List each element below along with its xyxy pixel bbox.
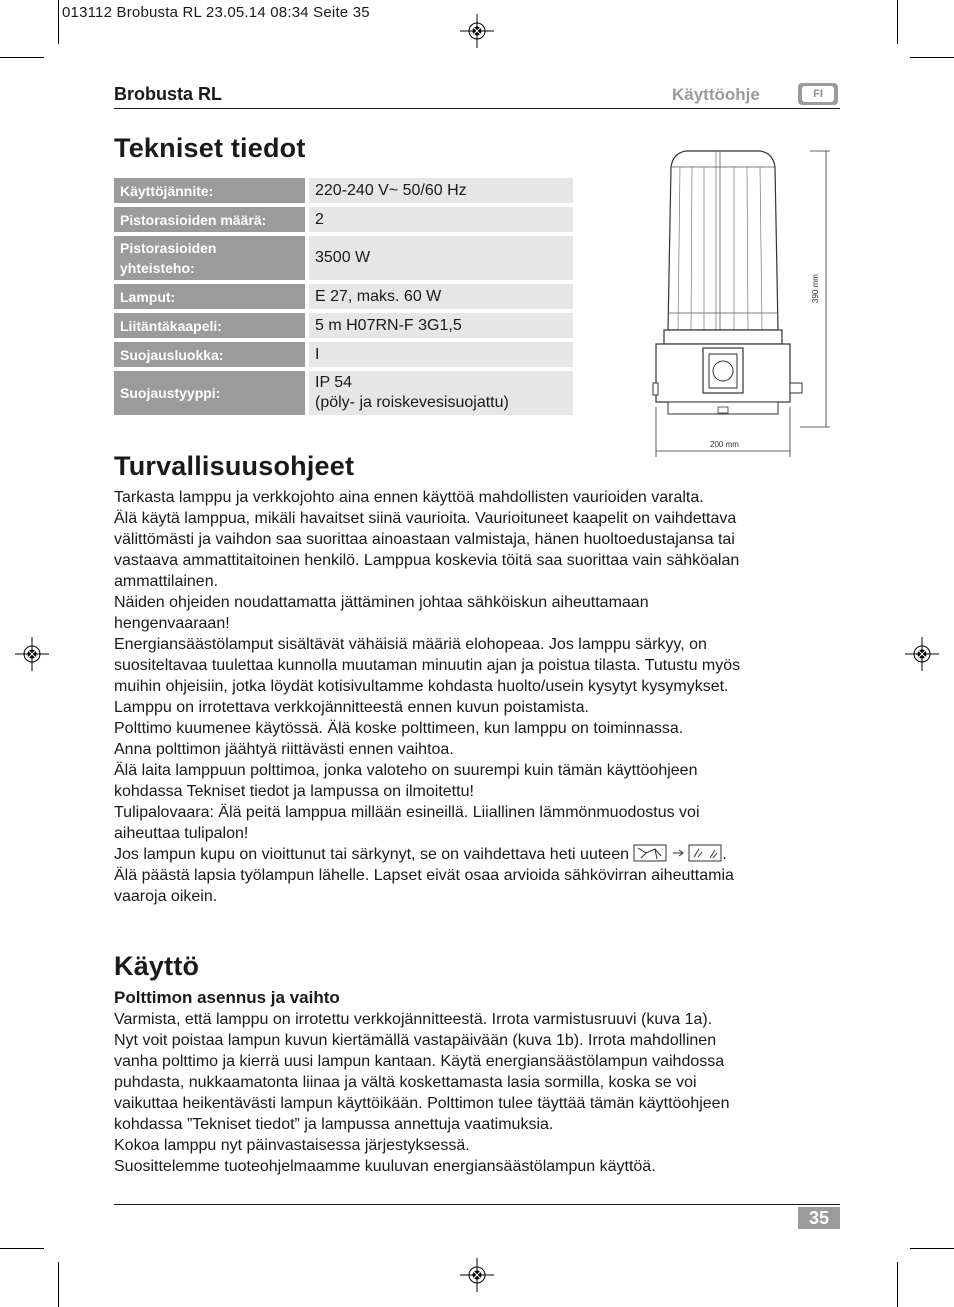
text-line: Lamppu on irrotettava verkkojännitteestä ennen kuvun poistamista. — [114, 699, 589, 716]
text-line: suositeltavaa tuulettaa kunnolla muutaman minuutin ajan ja poistua tilasta. Tutustu myös — [114, 657, 741, 674]
glass-warning-text: Jos lampun kupu on vioittunut tai särkynyt, se on vaihdettava heti uuteen — [114, 846, 629, 863]
crop-mark — [58, 1262, 59, 1307]
page-number: 35 — [798, 1207, 840, 1229]
spec-row — [114, 342, 573, 367]
crop-mark — [910, 1248, 954, 1249]
spec-value: E 27, maks. 60 W — [309, 284, 573, 309]
usage-text — [114, 1009, 844, 1177]
spec-label: Suojausluokka: — [114, 342, 305, 367]
manual-label: Käyttöohje — [672, 85, 760, 104]
header-rule — [114, 108, 840, 109]
spec-label: Käyttöjännite: — [114, 178, 305, 203]
crop-mark — [58, 0, 59, 44]
text-line: Tulipalovaara: Älä peitä lamppua millään esineillä. Liiallinen lämmönmuodostus voi — [114, 804, 700, 821]
spec-row — [114, 178, 573, 203]
crop-mark — [897, 1262, 898, 1307]
width-dimension-label: 200 mm — [710, 440, 739, 449]
crop-mark — [0, 57, 44, 58]
crop-mark — [0, 1248, 44, 1249]
text-line: Tarkasta lamppu ja verkkojohto aina ennen käyttöä mahdollisten vaurioiden varalta. — [114, 489, 704, 506]
text-line: Älä laita lamppuun polttimoa, jonka valoteho on suurempi kuin tämän käyttöohjeen — [114, 762, 698, 779]
text-line: Suosittelemme tuoteohjelmaamme kuuluvan energiansäästölampun käyttöä. — [114, 1158, 656, 1175]
spec-row — [114, 313, 573, 338]
crop-mark — [897, 0, 898, 44]
spec-row — [114, 236, 573, 280]
spec-label: Lamput: — [114, 284, 305, 309]
registration-mark-icon — [905, 637, 939, 671]
text-line: kohdassa ”Tekniset tiedot” ja lampussa annettuja vaatimuksia. — [114, 1116, 554, 1133]
safety-text — [114, 487, 844, 907]
spec-row — [114, 207, 573, 232]
text-line: Varmista, että lamppu on irrotettu verkkojännitteestä. Irrota varmistusruuvi (kuva 1a). — [114, 1011, 713, 1028]
spec-label: Pistorasioiden määrä: — [114, 207, 305, 232]
safety-title: Turvallisuusohjeet — [114, 451, 355, 481]
usage-title: Käyttö — [114, 951, 200, 981]
text-line: puhdasta, nukkaamatonta liinaa ja vältä koskettamasta lasia sormilla, koska se voi — [114, 1074, 697, 1091]
spec-label: Pistorasioiden yhteisteho: — [114, 236, 305, 280]
spec-label: Liitäntäkaapeli: — [114, 313, 305, 338]
text-line: vaikuttaa heikentävästi lampun käyttöikään. Polttimon tulee täyttää tämän käyttöohjeen — [114, 1095, 730, 1112]
height-dimension-label: 390 mm — [811, 274, 820, 303]
language-code: FI — [802, 86, 834, 102]
footer-rule — [114, 1204, 840, 1205]
spec-value: 220-240 V~ 50/60 Hz — [309, 178, 573, 203]
text-line: Kokoa lamppu nyt päinvastaisessa järjestyksessä. — [114, 1137, 470, 1154]
broken-glass-icon — [633, 844, 667, 862]
text-line: Älä päästä lapsia työlampun lähelle. Lapset eivät osaa arvioida sähkövirran aiheuttamia — [114, 867, 734, 884]
text-line: Älä käytä lamppua, mikäli havaitset siinä vaurioita. Vaurioituneet kaapelit on vaihdettava — [114, 510, 737, 527]
glass-warning-end: . — [722, 846, 727, 863]
text-line: välittömästi ja vaihdon saa suorittaa ainoastaan valmistaja, hänen huoltoedustajansa tai — [114, 531, 735, 548]
text-line: Energiansäästölamput sisältävät vähäisiä määriä elohopeaa. Jos lamppu särkyy, on — [114, 636, 707, 653]
text-line: vastaava ammattitaitoinen henkilö. Lamppua koskevia töitä saa suorittaa vain sähköalan — [114, 552, 740, 569]
registration-mark-icon — [460, 1258, 494, 1292]
spec-label: Suojaustyyppi: — [114, 371, 305, 415]
text-line: aiheuttaa tulipalon! — [114, 825, 249, 842]
spec-table — [114, 178, 573, 419]
text-line: Näiden ohjeiden noudattamatta jättäminen johtaa sähköiskun aiheuttamaan — [114, 594, 649, 611]
spec-row — [114, 371, 573, 415]
product-name: Brobusta RL — [114, 84, 222, 104]
spec-value: I — [309, 342, 573, 367]
print-header: 013112 Brobusta RL 23.05.14 08:34 Seite 35 — [62, 4, 370, 21]
crop-mark — [910, 57, 954, 58]
spec-value: 5 m H07RN-F 3G1,5 — [309, 313, 573, 338]
text-line: vaaroja oikein. — [114, 888, 218, 905]
text-line: Polttimo kuumenee käytössä. Älä koske polttimeen, kun lamppu on toiminnassa. — [114, 720, 684, 737]
usage-subtitle: Polttimon asennus ja vaihto — [114, 988, 340, 1007]
spec-value: IP 54 (pöly- ja roiskevesisuojattu) — [309, 371, 573, 415]
tech-title: Tekniset tiedot — [114, 133, 306, 163]
text-line: Anna polttimon jäähtyä riittävästi ennen vaihtoa. — [114, 741, 454, 758]
text-line: muihin ohjeisiin, jotka löydät kotisivultamme kohdasta huolto/usein kysytyt kysymykset. — [114, 678, 729, 695]
text-line: Nyt voit poistaa lampun kuvun kiertämällä vastapäivään (kuva 1b). Irrota mahdollinen — [114, 1032, 717, 1049]
text-line: ammattilainen. — [114, 573, 219, 590]
language-badge — [798, 83, 838, 105]
spec-value: 3500 W — [309, 236, 573, 280]
new-glass-icon — [688, 844, 722, 862]
spec-value: 2 — [309, 207, 573, 232]
text-line: hengenvaaraan! — [114, 615, 230, 632]
lamp-dimension-drawing — [640, 145, 840, 460]
registration-mark-icon — [460, 14, 494, 48]
text-line: vanha polttimo ja kierrä uusi lampun kantaan. Käytä energiansäästölampun vaihdossa — [114, 1053, 725, 1070]
arrow-right-icon — [672, 844, 684, 862]
spec-row — [114, 284, 573, 309]
text-line: kohdassa Tekniset tiedot ja lampussa on ilmoitettu! — [114, 783, 474, 800]
text-line — [114, 844, 844, 865]
registration-mark-icon — [15, 637, 49, 671]
